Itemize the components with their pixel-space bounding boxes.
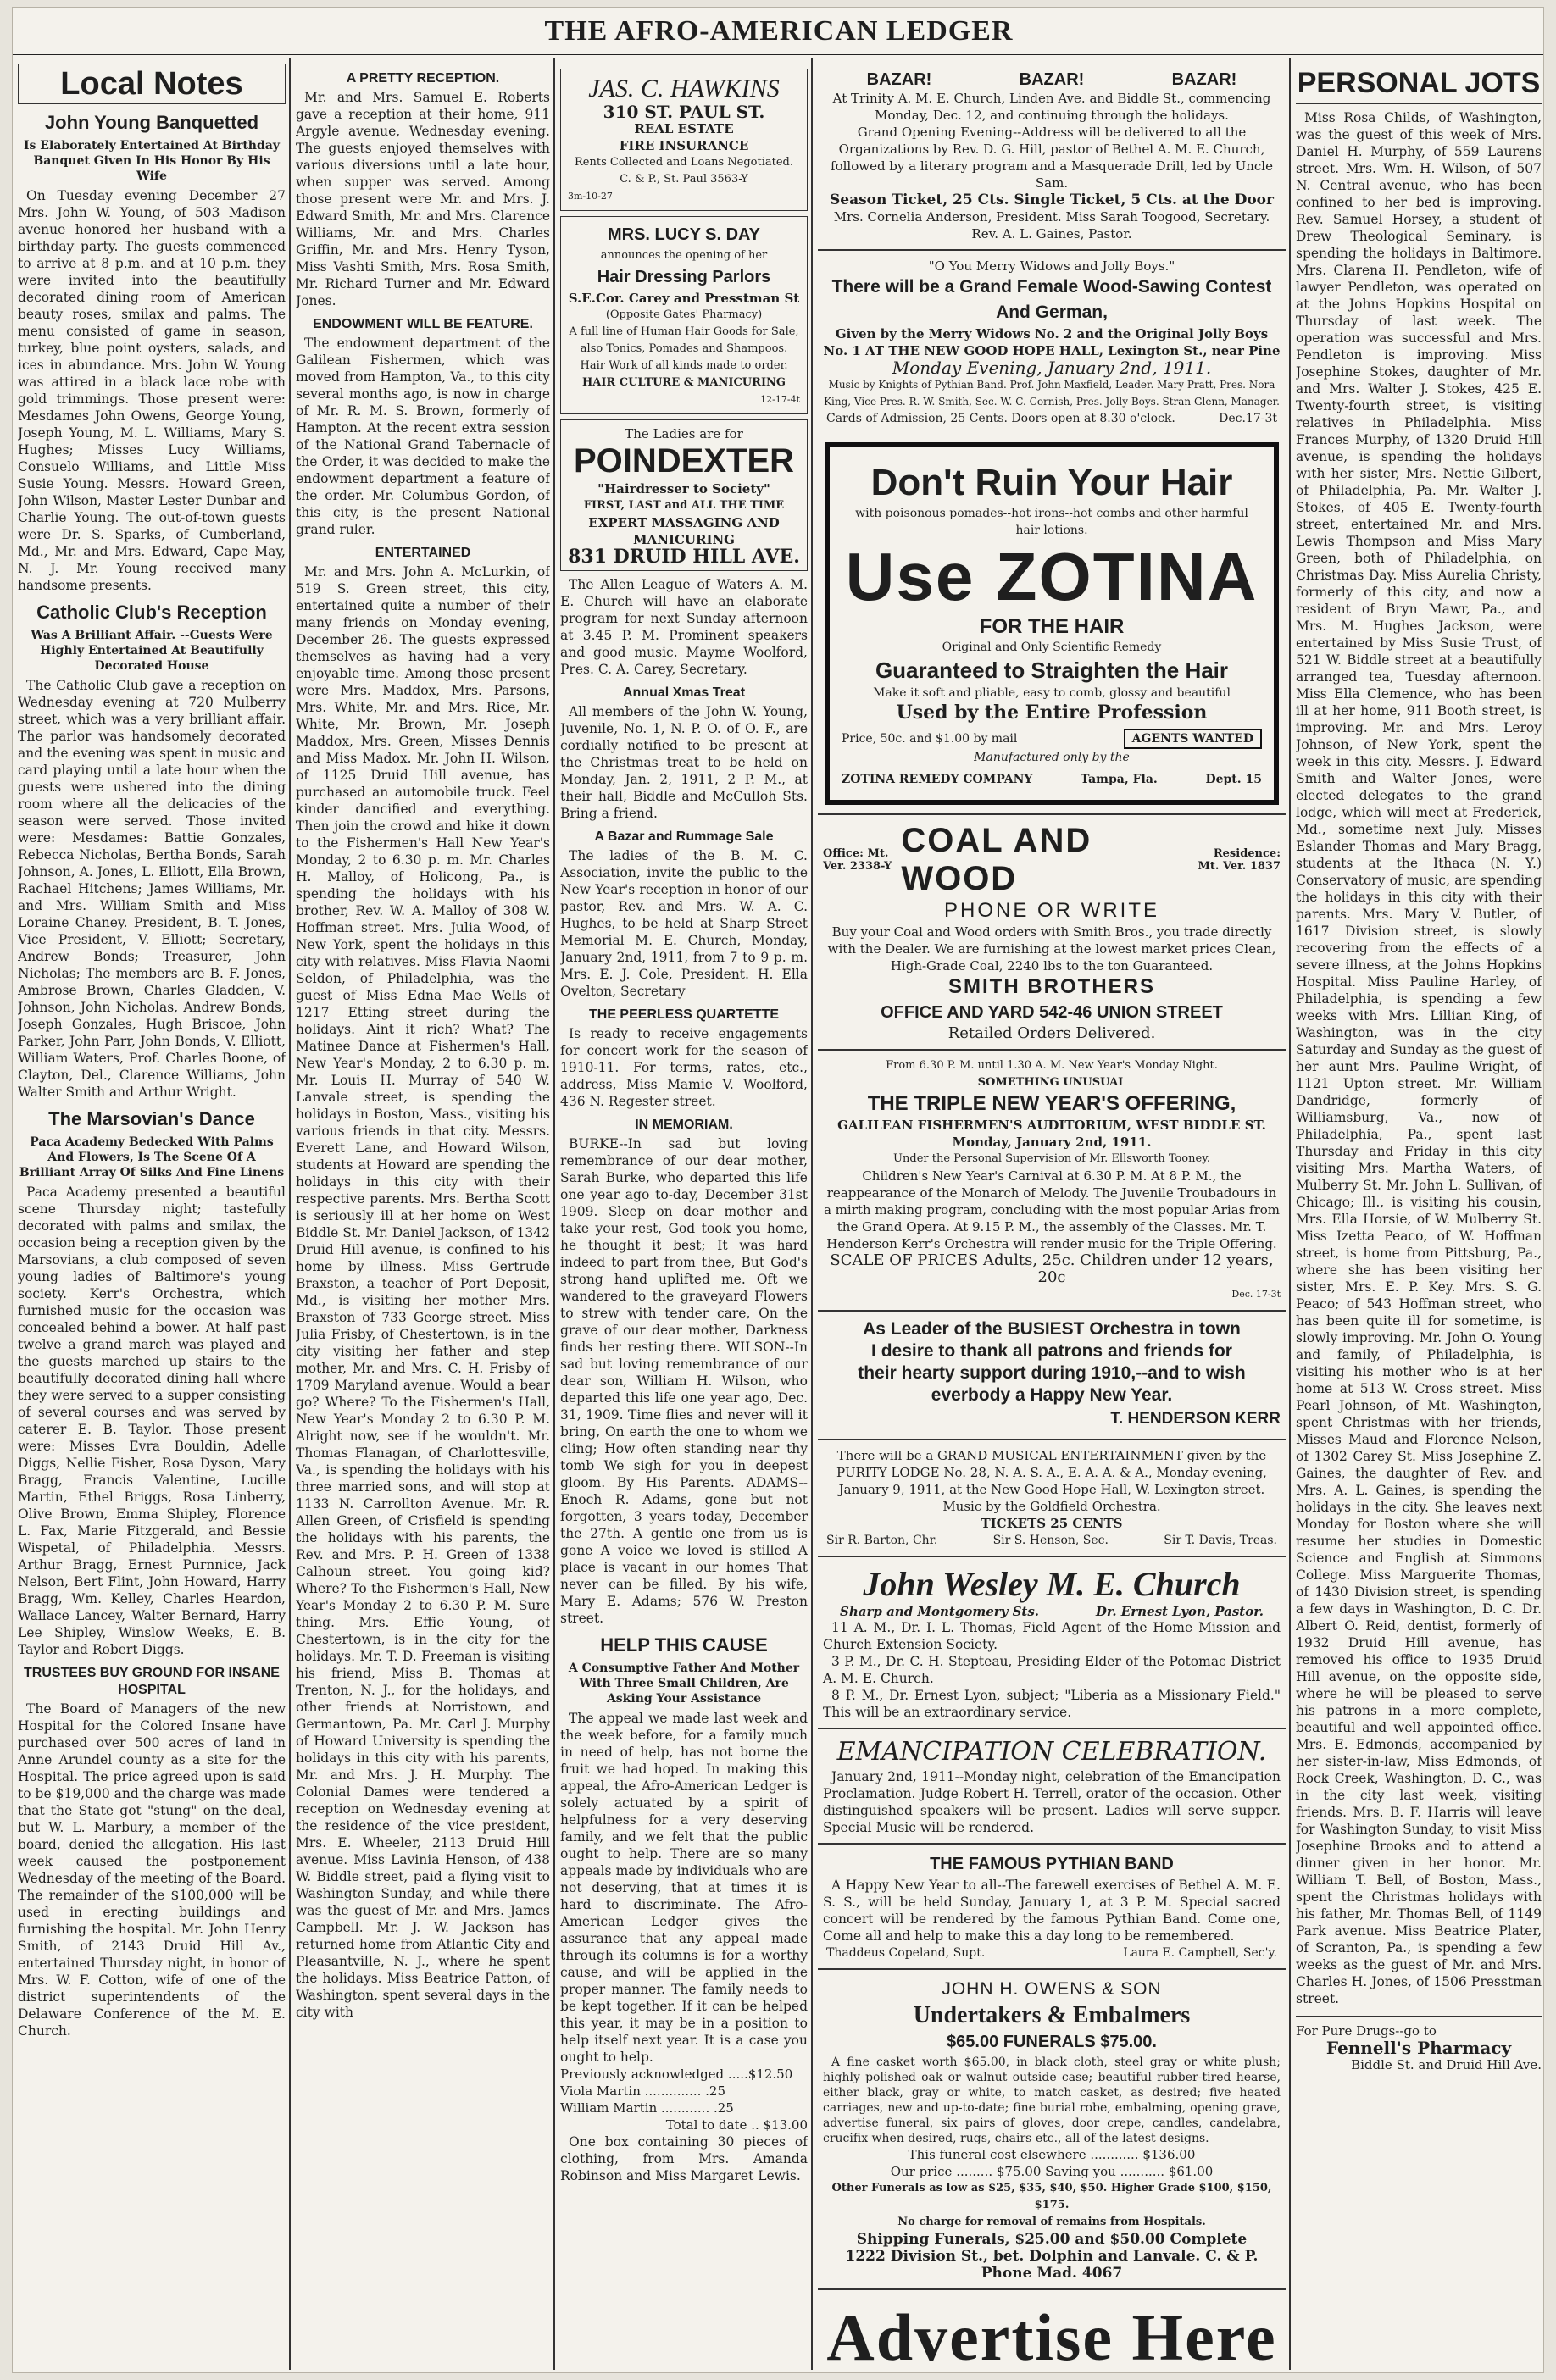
ad-widows xyxy=(818,249,1286,434)
article-title: IN MEMORIAM. xyxy=(635,1118,733,1132)
masthead xyxy=(13,8,1544,55)
church-pastor: Dr. Ernest Lyon, Pastor. xyxy=(1095,1604,1264,1619)
ad-triple xyxy=(818,1049,1286,1310)
ad-line: REAL ESTATE xyxy=(634,121,734,136)
ad-line: their hearty support during 1910,--and to wish xyxy=(858,1363,1246,1383)
ad-line: 3 P. M., Dr. C. H. Stepteau, Presiding Elder of the Potomac District A. M. E. Church. xyxy=(823,1654,1281,1686)
article-body: Paca Academy presented a beautiful scene Thursday night; tastefully decorated with palms and smilax, the occasion being a reception given by the Marsovians, a club composed of seven young ladies of Baltimore's young society. Kerr's Orchestra, which furnished music for the occasion was concealed behind a bower. At half past twelve a grand march was played and the guests marched up stairs to the beautifully decorated dining hall where they were served to a supper consisting of several courses and was served by caterer E. B. Taylor. Those present were: Misses Evra Bouldin, Adelle Diggs, Nellie Fisher, Rosa Dyson, Mary Bragg, Francis Valentine, Lucille Martin, Ethel Briggs, Rosa Linberry, Olive Brown, Emma Shipley, Florence L. Fax, Marie Fitzgerald, and Bessie Wispetal, of Philadelphia. Messrs. Arthur Bragg, Ernest Purnnice, Jack Nelson, Bert Flint, John Howard, Harry Bragg, Wm. Kelley, Charles Heardon, Wallace Lancey, Walter Bernard, Harry Lee Shipley, Winslow Weeks, E. B. Taylor and Robert Diggs. xyxy=(18,1184,286,1657)
ad-head: BAZAR! xyxy=(866,70,932,89)
church-row xyxy=(823,1604,1281,1619)
ad-line: PHONE OR WRITE xyxy=(943,899,1159,922)
column-personal-jots xyxy=(1296,64,1542,2368)
officer: Sir T. Davis, Treas. xyxy=(1164,1534,1277,1547)
article-body: The Catholic Club gave a reception on Wednesday evening at 720 Mulberry street, which was a very brilliant affair. The parlor was handsomely decorated and the evening was spent in music and card playing until a late hour when the guests were ushered into the dining room where all the delicacies of the season were served. Those invited were: Mesdames: Battie Gonzales, Rebecca Nicholas, Bertha Bonds, Sarah Johnson, A. Jones, L. Elliott, Ella Brown, Rachael Hitchens; James Williams, Mr. and Mrs. William Smith and Miss Loraine Chaney. President, B. T. Jones, Vice President, V. Elliott; Secretary, Andrew Bonds; Treasurer, John Nicholas; The members are B. F. Jones, Ambrose Brown, Charles Gladden, V. Johnson, John Nicholas, Andrew Bonds, Joseph Gonzales, Hugh Briscoe, John Parker, John Parr, John Bonds, V. Elliott, William Waters, Prof. Charles Boone, of Clayton, Del., Clarence Williams, John Walter Smith and Arthur Wright. xyxy=(18,678,286,1100)
ad-trade: Undertakers & Embalmers xyxy=(913,2002,1191,2028)
officer: Sir R. Barton, Chr. xyxy=(826,1534,938,1547)
ledger-line: Total to date .. $13.00 xyxy=(665,2117,808,2133)
ad-line: Hair Dressing Parlors xyxy=(597,268,771,286)
ad-line: Rev. A. L. Gaines, Pastor. xyxy=(971,226,1132,241)
ad-line: Rents Collected and Loans Negotiated. xyxy=(574,156,793,169)
ad-title: JAS. C. HAWKINS xyxy=(588,75,780,103)
article-body: The Board of Managers of the new Hospital for the Colored Insane have purchased over 500 acres of land in Anne Arundel county as a site for the Hospital. The price agreed upon is said to be $19,000 and the charge was made that the State got "stung" on the deal, but W. L. Marbury, a member of the board, denied the allegation. His last week caused the postponement Wednesday of the meeting of the Board. The remainder of the $100,000 will be used in erecting buildings and furnishing the hospital. Mr. John Henry Smith, of 2143 Druid Hill Av., entertained Thursday night, in honor of Mrs. W. F. Cotton, wife of one of the district superintendents of the Delaware Conference of the M. E. Church. xyxy=(18,1701,286,2039)
ad-title: MRS. LUCY S. DAY xyxy=(607,225,761,244)
ad-line: EXPERT MASSAGING AND MANICURING xyxy=(588,515,780,547)
ad-head: BAZAR! xyxy=(1171,70,1237,89)
ledger-line: Viola Martin .............. .25 xyxy=(560,2083,726,2099)
ad-line: Used by the Entire Profession xyxy=(896,702,1208,724)
ad-address: 310 ST. PAUL ST. xyxy=(603,102,765,122)
ad-line: Other Funerals as low as $25, $35, $40, $50. Higher Grade $100, $150, $175. xyxy=(831,2182,1272,2211)
ad-head: BAZAR! xyxy=(1019,70,1085,89)
article-body: Mr. and Mrs. Samuel E. Roberts gave a reception at their home, 911 Argyle avenue, Wednesday evening. The guests enjoyed themselves with various diversions until a late hour, when supper was served. Among those present were Mr. and Mrs. J. Edward Smith, Mr. and Mrs. Clarence Williams, Mr. and Mrs. Charles Griffin, Mr. and Mrs. Henry Tyson, Miss Vashti Smith, Mrs. Rosa Smith, Mr. Richard Turner and Mr. Edward Jones. xyxy=(296,90,550,308)
column-rule xyxy=(553,58,555,2370)
ad-line: A fine casket worth $65.00, in black cloth, steel gray or white plush; highly polished oak or walnut outside case; beautiful rubber-tired hearse, either black, gray or white, to match casket, as desired; five heated carriages, new and up-to-date; fine burial robe, embalming, opening grave, advertise funeral, six pairs of gloves, door crepe, candles, candelabra, crucifix when desired, rugs, chairs etc., all of the latest designs. xyxy=(823,2055,1281,2145)
agents-badge: AGENTS WANTED xyxy=(1124,729,1262,749)
article-body: Miss Rosa Childs, of Washington, was the guest of this week of Mrs. Daniel H. Murphy, of 559 Laurens street. Mrs. Wm. H. Wilson, of 507 N. Central avenue, who has been confined to her bed is improving. Rev. Samuel Horsey, a student of Drew Theological Seminary, is spending the holidays in Baltimore. Mrs. Clarena H. Pendleton, wife of lawyer Pendleton, was operated on at the Johns Hopkins Hospital on Thursday of last week. The operation was successful and Mrs. Pendleton is improving. Miss Josephine Stokes, daughter of Mr. and Mrs. Walter J. Stokes, 425 E. Twenty-fourth street, is visiting relatives in Philadelphia. Miss Frances Murphy, of 1320 Druid Hill avenue, is spending the holidays with her sister, Mrs. Nettie Gilbert, of Philadelphia, Pa. Mr. Walter J. Stokes, of 405 E. Twenty-fourth street, entertained Mr. and Mrs. Lewis Thompson and Miss Mary Green, both of Philadelphia, on Christmas Day. Miss Aurelia Christy, formerly of this city, and now a resident of Bryn Mawr, Pa., and Mrs. M. Hughes Jackson, were entertained by Miss Susie Trust, of 521 W. Biddle street at a beautifully arranged tea, Tuesday afternoon. Miss Ella Clemence, who has been ill at her home, 911 Booth street, is improving. Mr. and Mrs. Leroy Johnson, of New York, spent the week in this city. Messrs. J. Edward Smith and Walter Jones, were elected delegates to the grand lodge, which will meet at Frederick, Md., sometime next July. Misses Eslander Thomas and Mary Bragg, students at the Ithaca (N. Y.) Conservatory of music, are spending the holidays in this city with their parents. Mrs. Mary V. Butler, of 1617 Division street, is slowly recovering from the effects of a severe illness, at the Johns Hopkins Hospital. Miss Pauline Harley, of Philadelphia, is spending a few weeks with Mrs. Lillian King, of Washington, was in the city Saturday and Sunday as the guest of her aunt Mrs. Pauline Wright, of 1121 Upton street. Mr. William Dandridge, formerly of Williamsburg, Va., now of Philadelphia, Pa., spent last Thursday and Friday in this city visiting Mrs. Martha Waters, of Mulberry St. Mr. John L. Sullivan, of Chicago; Ill., is visiting his cousin, Mrs. Ella Horsie, of W. Mulberry St. Miss Izetta Peaco, of W. Hoffman street, is home from Pittsburg, Pa., where she has been visiting her sister, Mrs. E. P. Key. Mrs. S. G. Peaco; of 543 Hoffman street, who has been quite ill for sometime, is slowly improving. Mr. John O. Young and family, of Philadelphia, is visiting his mother who is at her home at 513 W. Cross street. Miss Pearl Johnson, of Mt. Washington, spent Christmas with her friends, Misses Maud and Florence Nelson, of 1302 Carey St. Miss Josephine Z. Gaines, the daughter of Rev. and Mrs. A. L. Gaines, is spending the holidays in the city. She leaves next Monday for Boston where she will resume her studies in Domestic Science and English at Simmons College. Miss Marguerite Thomas, of 1430 Division street, is spending a few days in Washington, D. C. Dr. Albert O. Reid, dentist, formerly of 1932 Druid Hill avenue, has removed his office to 1935 Druid Hill avenue, on the opposite side, where he will be pleased to serve his patrons in a more complete, beautiful and well appointed office. Mrs. E. Edmonds, accompanied by her sister-in-law, Miss Edmonds, of Rock Creek, Washington, D. C., was in the city last week, visiting friends. Mrs. B. F. Harris will leave for Washington Sunday, to visit Miss Josephine Brooks and to attend a dinner given in her honor. Mr. William T. Bell, of Boston, Mass., spent the Christmas holidays with his father, Mr. Thomas Bell, of 1149 Park avenue. Miss Beatrice Plater, of Scranton, Pa., is spending a few weeks as the guest of Mr. and Mrs. Charles H. Jones, of 1506 Presstman street. xyxy=(1296,110,1542,2006)
ad-title: There will be a Grand Female Wood-Sawing Contest And German, xyxy=(831,277,1272,322)
signature: Thaddeus Copeland, Supt. xyxy=(826,1946,986,1960)
company-name: ZOTINA REMEDY COMPANY xyxy=(842,773,1033,786)
ad-line: GALILEAN FISHERMEN'S AUDITORIUM, WEST BIDDLE ST. Monday, January 2nd, 1911. xyxy=(837,1118,1266,1150)
ad-line: FIRST, LAST and ALL THE TIME xyxy=(583,499,785,512)
article-body: The appeal we made last week and the week before, for a family much in need of help, has not borne the fruit we had hoped. In making this appeal, the Afro-American Ledger is solely actuated by a spirit of helpfulness for a very deserving family, and we felt that the public ought to help. There are so many appeals made by individuals who are not deserving, that at times it is hard to discriminate. The Afro-American Ledger gives the assurance that any appeal made through its columns is for a worthy cause, and will be applied in the proper manner. The family needs to be kept together. If it can be helped this year, it may be in a position to help itself next year. It is a case you ought to help. xyxy=(560,1711,808,2065)
article-subtitle: Is Elaborately Entertained At Birthday Banquet Given In His Honor By His Wife xyxy=(24,139,280,183)
ad-address: 831 DRUID HILL AVE. xyxy=(568,546,800,568)
ad-address: Biddle St. and Druid Hill Ave. xyxy=(1351,2057,1542,2072)
ad-line: Shipping Funerals, $25.00 and $50.00 Complete xyxy=(856,2231,1248,2248)
column-rule xyxy=(1289,58,1291,2370)
ad-signature: T. HENDERSON KERR xyxy=(1110,1410,1281,1428)
ad-price: $65.00 FUNERALS $75.00. xyxy=(947,2033,1157,2051)
ad-line: Buy your Coal and Wood orders with Smith Bros., you trade directly with the Dealer. We are furnishing at the lowest market prices Clean, High-Grade Coal, 2240 lbs to the ton Guaranteed. xyxy=(827,924,1276,974)
ad-line: Children's New Year's Carnival at 6.30 P. M. At 8 P. M., the reappearance of the Monarch of Melody. The Juvenile Troubadours in a mirth making program, concluding with the most popular Arias from the Grand Opera. At 9.15 P. M., the assembly of the Classes. Mr. T. Henderson Kerr's Orchestra will render music for the Triple Offering. xyxy=(823,1168,1281,1251)
ad-prices: SCALE OF PRICES Adults, 25c. Children under 12 years, 20c xyxy=(830,1251,1274,1286)
ad-company-row xyxy=(842,773,1262,786)
ad-coal xyxy=(818,813,1286,1049)
ad-line: "O You Merry Widows and Jolly Boys." xyxy=(928,258,1175,274)
ad-line: S.E.Cor. Carey and Presstman St xyxy=(568,291,800,306)
ad-line: Guaranteed to Straighten the Hair xyxy=(875,657,1229,683)
ad-line: 8 P. M., Dr. Ernest Lyon, subject; "Liberia as a Missionary Field." This will be an extraordinary service. xyxy=(823,1688,1281,1720)
article-title: Annual Xmas Treat xyxy=(622,685,746,700)
article-title: John Young Banquetted xyxy=(44,112,259,133)
ad-code: Dec. 17-3t xyxy=(1231,1289,1281,1300)
article-body: The ladies of the B. M. C. Association, invite the public to the New Year's reception in honor of our pastor, Rev. and Mrs. W. A. C. Hughes, to be held at Sharp Street Memorial M. E. Church, Monday, January 2nd, 1911, from 7 to 9 p. m. Mrs. E. J. Cole, President. H. Ella Ovelton, Secretary xyxy=(560,848,808,999)
column-notices xyxy=(560,64,808,2368)
ad-line: Cards of Admission, 25 Cents. Doors open at 8.30 o'clock. xyxy=(826,412,1175,425)
ad-line: As Leader of the BUSIEST Orchestra in town xyxy=(863,1319,1241,1339)
ad-line: This funeral cost elsewhere ............ $136.00 xyxy=(908,2147,1196,2162)
column-local-notes xyxy=(18,64,286,2368)
ledger-line: Previously acknowledged .....$12.50 xyxy=(560,2067,793,2082)
ad-line: Make it soft and pliable, easy to comb, glossy and beautiful xyxy=(873,686,1231,700)
ad-owens xyxy=(818,1968,1286,2288)
column-society xyxy=(296,64,550,2368)
article-body: All members of the John W. Young, Juvenile, No. 1, N. P. O. of O. F., are cordially notified to be present at the Christmas treat to be held on Monday, Jan. 2, 1911, 2 P. M., at their hall, Biddle and McCulloh Sts. Bring a friend. xyxy=(560,704,808,821)
article-body: On Tuesday evening December 27 Mrs. John W. Young, of 503 Madison avenue honored her husband with a birthday party. The guests commenced to arrive at 8 p.m. and at 10 p.m. they were invited into the beautifully decorated dining room of American beauty roses, smilax and palms. The menu consisted of game in season, turkey, blue point oysters, salads, and ices in abundance. Mrs. John W. Young was attired in a black lace robe with gold trimmings. Those present were: Mesdames John Owens, George Young, Joseph Young, M. L. Williams, Mary S. Hughes; Misses Lucy Williams, Consuelo Williams, and Little Miss Susie Young. Messrs. Howard Green, John Wilson, Master Lester Dunbar and Charlie Young. The out-of-town guests were Dr. S. Sparks, of Cumberland, Md., Mr. and Mrs. Edward, Cape May, N. J. Mr. Young received many handsome presents. xyxy=(18,188,286,593)
ad-title: THE TRIPLE NEW YEAR'S OFFERING, xyxy=(867,1092,1236,1115)
ad-poindexter xyxy=(560,419,808,571)
ad-address: 1222 Division St., bet. Dolphin and Lanvale. C. & P. Phone Mad. 4067 xyxy=(845,2248,1259,2282)
section-header: PERSONAL JOTS xyxy=(1296,64,1542,104)
ledger-line: William Martin ............ .25 xyxy=(560,2100,734,2116)
ad-line: SOMETHING UNUSUAL xyxy=(977,1076,1126,1089)
ad-code: Dec.17-3t xyxy=(1219,412,1277,425)
ad-line: For Pure Drugs--go to xyxy=(1296,2023,1437,2039)
masthead-title: THE AFRO-AMERICAN LEDGER xyxy=(544,15,1014,47)
ad-line: (Opposite Gates' Pharmacy) xyxy=(605,308,763,321)
article-body: Mr. and Mrs. John A. McLurkin, of 519 S. Green street, this city, entertained quite a number of their many friends on Monday evening, December 26. The guests expressed themselves as having had a very enjoyable time. Among those present were Mrs. Maddox, Mrs. Parsons, Mrs. White, Mr. and Mrs. Rice, Mr. White, Mr. Brown, Mr. Joseph Maddox, Mrs. Green, Misses Dennis and Miss Madox. Mr. John H. Wilson, of 1125 Druid Hill avenue, has purchased an automobile truck. Feel kinder dancified and everything. Then join the crowd and hike it down to the Fishermen's Hall New Year's Monday, 2 to 6.30 p. m. Mr. Charles H. Malloy, of Holicong, Pa., is spending the holidays with his brother, Rev. W. A. Malloy of 308 W. Hoffman street. Mrs. Julia Wood, of New York, spent the holidays in this city with relatives. Miss Flavia Naomi Seldon, of Philadelphia, was the guest of Miss Edna Mae Wells of 1217 Etting street during the holidays. Aint it rich? What? The Matinee Dance at Fishermen's Hall, New Year's Monday, 2 to 6.30 p. m. Mr. Louis H. Murray of 540 W. Lanvale street, is spending the holidays in Boston, Mass., visiting his various friends in that city. Messrs. Everett Lane, and Howard Wilson, students at Howard are spending the holidays in this city with their respective parents. Mrs. Bertha Scott is seriously ill at her home on West Biddle St. Mr. Daniel Jackson, of 1342 Druid Hill avenue, is confined to his home by illness. Miss Gertrude Braxston, a teacher of Port Deposit, Md., is visiting her mother Mrs. Braxston of 733 George street. Miss Julia Frisby, of Chestertown, is in the city visiting her father and step mother, Mr. and Mrs. C. H. Frisby of 1709 Maryland avenue. Would a bear go? Where? To the Fishermen's Hall, New Year's Monday 2 to 6.30 P. M. Alright now, see if he wouldn't. Mr. Thomas Flanagan, of Charlottesville, Va., is spending the holidays with his three married sons, and will stop at 1133 N. Carrollton Avenue. Mr. R. Allen Green, of Crisfield is spending the holidays with his parents, the Rev. and Mrs. P. H. Green of 1338 Calhoun street. You going kid? Where? To the Fishermen's Hall, New Year's Monday 2 to 6.30 P. M. Sure thing. Mrs. Effie Young, of Chestertown, is in the city for the holidays. Mr. T. D. Freeman is visiting his friend, Miss B. Thomas at Trenton, N. J., for the holidays, and other friends at Norristown, and Germantown, Pa. Mr. Carl J. Murphy of Howard University is spending the holidays in this city with his parents, Mr. and Mrs. J. H. Murphy. The Colonial Dames were tendered a reception on Wednesday evening at the residence of the vice president, Mrs. E. Wheeler, 2113 Druid Hill avenue. Miss Lavinia Henson, of 438 W. Biddle street, paid a flying visit to Washington Sunday, and while there was the guest of Mr. and Mrs. James Campbell. Mr. J. W. Jackson has returned home from Atlantic City and Pleasantville, N. J., where he spent the holidays. Miss Beatrice Patton, of Washington, spent several days in the city with xyxy=(296,564,550,2020)
company-dept: Dept. 15 xyxy=(1205,773,1262,786)
ad-line: Price, 50c. and $1.00 by mail xyxy=(842,732,1018,746)
article-title: HELP THIS CAUSE xyxy=(600,1634,768,1656)
article-body: The endowment department of the Galilean Fishermen, which was moved from Hampton, Va., to this city several months ago, is now in charge of Mr. R. M. S. Brown, formerly of Hampton. At the recent extra session of the National Grand Tabernacle of the Order, it was decided to make the endowment department a feature of the order. Mr. Columbus Gordon, of this city, is the present National grand ruler. xyxy=(296,336,550,537)
ad-advertise-here xyxy=(818,2288,1286,2368)
ad-address: OFFICE AND YARD 542-46 UNION STREET xyxy=(881,1003,1223,1022)
ad-headline: Don't Ruin Your Hair xyxy=(870,462,1233,503)
article-subtitle: Paca Academy Bedecked With Palms And Flowers, Is The Scene Of A Brilliant Array Of Silks And Fine Linens xyxy=(19,1135,285,1179)
article-title: TRUSTEES BUY GROUND FOR INSANE HOSPITAL xyxy=(24,1666,280,1697)
ad-line: The Ladies are for xyxy=(625,426,743,441)
section-header: Local Notes xyxy=(18,64,286,104)
ad-price-row xyxy=(842,729,1262,749)
ad-line: A full line of Human Hair Goods for Sale, also Tonics, Pomades and Shampoos. Hair Work of all kinds made to order. xyxy=(569,325,799,372)
ad-heads xyxy=(823,70,1281,90)
ad-bazar xyxy=(818,64,1286,249)
ad-footer xyxy=(823,410,1281,427)
article-body: BURKE--In sad but loving remembrance of our dear mother, Sarah Burke, who departed this life one year ago to-day, December 31st 1909. Sleep on dear mother and take your rest, God took you home, he thought it best; It was hard indeed to part from thee, But God's strong hand uplifted me. Oft we wandered to the graveyard Flowers to strew with tender care, On the grave of our dear mother, Darkness finds her resting there. WILSON--In sad but loving remembrance of our dear son, William H. Wilson, who departed this life one year ago, Dec. 31, 1909. Time flies and never will it bring, On earth the one to whom we cling; How often standing near thy tomb We sigh for you in deepest gloom. By His Parents. ADAMS--Enoch R. Adams, gone but not forgotten, 3 years today, December the 27th. A gentle one from us is gone A voice we loved is stilled A place is vacant in our homes That never can be filled. By his wife, Mary E. Adams; 576 W. Preston street. xyxy=(560,1136,808,1626)
article-title: ENTERTAINED xyxy=(375,546,471,560)
ad-kerr xyxy=(818,1310,1286,1439)
article-title: The Marsovian's Dance xyxy=(48,1108,255,1129)
church-location: Sharp and Montgomery Sts. xyxy=(840,1604,1040,1619)
ad-line: announces the opening of her xyxy=(600,249,768,262)
newspaper-page xyxy=(12,7,1544,2373)
company-city: Tampa, Fla. xyxy=(1081,773,1158,786)
ad-emancipation xyxy=(818,1728,1286,1843)
ad-line: Mrs. Cornelia Anderson, President. Miss Sarah Toogood, Secretary. xyxy=(833,209,1270,225)
ad-line: Original and Only Scientific Remedy xyxy=(942,641,1162,654)
ad-church xyxy=(818,1556,1286,1728)
article-title: THE PEERLESS QUARTETTE xyxy=(588,1007,780,1022)
ad-line: There will be a GRAND MUSICAL ENTERTAINMENT given by the PURITY LODGE No. 28, N. A. S. A., E. A. A. & A., Monday evening, January 9, 1911, at the New Good Hope Hall, W. Lexington street. Music by the Goldfield Orchestra. xyxy=(836,1448,1267,1514)
ad-line: Retailed Orders Delivered. xyxy=(947,1024,1156,1042)
office-phone: Office: Mt. Ver. 2338-Y xyxy=(823,847,892,873)
column-rule xyxy=(289,58,291,2370)
signature: Laura E. Campbell, Sec'y. xyxy=(1123,1946,1277,1960)
officers-row xyxy=(823,1532,1281,1549)
article-subtitle: Was A Brilliant Affair. --Guests Were Highly Entertained At Beautifully Decorated House xyxy=(31,629,273,673)
ad-code: 3m-10-27 xyxy=(568,191,613,202)
ad-title: COAL AND WOOD xyxy=(901,822,1092,897)
article-title: ENDOWMENT WILL BE FEATURE. xyxy=(313,317,533,331)
ad-title: POINDEXTER xyxy=(573,442,795,480)
ad-title: Fennell's Pharmacy xyxy=(1325,2038,1512,2058)
ad-line: FIRE INSURANCE xyxy=(619,138,749,153)
ad-line: No charge for removal of remains from Hospitals. xyxy=(897,2216,1206,2228)
ad-line: From 6.30 P. M. until 1.30 A. M. New Year's Monday Night. xyxy=(886,1059,1218,1072)
signature-row xyxy=(823,1944,1281,1961)
officer: Sir S. Henson, Sec. xyxy=(992,1534,1109,1547)
ad-line: I desire to thank all patrons and friends for xyxy=(871,1341,1232,1361)
ad-day xyxy=(560,216,808,414)
ad-title: JOHN H. OWENS & SON xyxy=(942,1979,1162,1999)
article-subtitle: A Consumptive Father And Mother With Three Small Children, Are Asking Your Assistance xyxy=(568,1662,800,1706)
ad-title: THE FAMOUS PYTHIAN BAND xyxy=(930,1855,1174,1873)
article-body: Is ready to receive engagements for concert work for the season of 1910-11. For terms, rates, etc., address, Miss Mamie V. Woolford, 436 N. Regester street. xyxy=(560,1026,808,1109)
article-body: One box containing 30 pieces of clothing, from Mrs. Amanda Robinson and Miss Margaret Lewis. xyxy=(560,2134,808,2183)
ad-coal-head xyxy=(823,822,1281,898)
ad-line: At Trinity A. M. E. Church, Linden Ave. and Biddle St., commencing Monday, Dec. 12, and continuing through the holidays. xyxy=(832,91,1271,123)
ad-line: Given by the Merry Widows No. 2 and the Original Jolly Boys No. 1 AT THE NEW GOOD HOPE HALL, Lexington St., near Pine xyxy=(823,326,1281,358)
ad-line: TICKETS 25 CENTS xyxy=(981,1516,1123,1531)
ad-line: Manufactured only by the xyxy=(974,751,1130,764)
ad-zotina xyxy=(825,442,1279,805)
ad-pythian xyxy=(818,1843,1286,1968)
ad-line: Music by Knights of Pythian Band. Prof. John Maxfield, Leader. Mary Pratt, Pres. Nora King, Vice Pres. R. W. Smith, Sec. W. C. Cornish, Pres. Jolly Boys. Stran Glenn, Manager. xyxy=(824,379,1280,408)
ad-line: January 2nd, 1911--Monday night, celebration of the Emancipation Proclamation. Judge Robert H. Terrell, orator of the occasion. Other distinguished speakers will be present. Ladies will serve supper. Special Music will be rendered. xyxy=(823,1769,1281,1835)
column-rule xyxy=(811,58,813,2370)
residence-phone: Residence: Mt. Ver. 1837 xyxy=(1198,847,1281,873)
notice-body: The Allen League of Waters A. M. E. Church will have an elaborate program for next Sunday afternoon at 3.45 P. M. Prominent speakers and good music. Mayme Woolford, Pres. C. A. Carey, Secretary. xyxy=(560,577,808,677)
ad-line: with poisonous pomades--hot irons--hot combs and other harmful hair lotions. xyxy=(855,507,1248,537)
ad-line: C. & P., St. Paul 3563-Y xyxy=(620,173,748,186)
ad-line: Grand Opening Evening--Address will be delivered to all the Organizations by Rev. D. G. Hill, pastor of Bethel A. M. E. Church, followed by a literary program and a Masquerade Drill, led by Uncle Sam. xyxy=(831,125,1273,191)
ad-title: Advertise Here xyxy=(826,2300,1277,2368)
ad-code: 12-17-4t xyxy=(760,394,800,405)
ad-line: HAIR CULTURE & MANICURING xyxy=(581,376,786,389)
ad-title: John Wesley M. E. Church xyxy=(863,1565,1241,1603)
article-title: Catholic Club's Reception xyxy=(36,602,267,623)
article-title: A PRETTY RECEPTION. xyxy=(346,71,500,86)
article-title: A Bazar and Rummage Sale xyxy=(594,829,774,844)
ad-line: everbody a Happy New Year. xyxy=(931,1385,1173,1405)
ad-title: EMANCIPATION CELEBRATION. xyxy=(836,1737,1267,1767)
ad-line: Our price ......... $75.00 Saving you ........... $61.00 xyxy=(890,2164,1214,2179)
ad-purity xyxy=(818,1439,1286,1556)
ad-line: Monday Evening, January 2nd, 1911. xyxy=(892,358,1212,378)
company-name: SMITH BROTHERS xyxy=(948,975,1155,998)
ad-line: Under the Personal Supervision of Mr. Ellsworth Tooney. xyxy=(893,1152,1210,1165)
ad-fennell xyxy=(1296,2016,1542,2073)
column-advertisements xyxy=(818,64,1286,2368)
ad-brand: Use ZOTINA xyxy=(845,539,1259,614)
ad-line: A Happy New Year to all--The farewell exercises of Bethel A. M. E. S. S., will be held Sunday, January 1, at 3 P. M. Special sacred concert will be rendered by the famous Pythian Band. Come one, Come all and help to make this a day long to be remembered. xyxy=(823,1878,1281,1944)
ad-line: 11 A. M., Dr. I. L. Thomas, Field Agent of the Home Mission and Church Extension Society. xyxy=(823,1620,1281,1652)
ad-line: "Hairdresser to Society" xyxy=(597,481,770,497)
ad-line: FOR THE HAIR xyxy=(979,615,1125,638)
ad-hawkins xyxy=(560,69,808,211)
ad-line: Season Ticket, 25 Cts. Single Ticket, 5 Cts. at the Door xyxy=(830,191,1274,208)
